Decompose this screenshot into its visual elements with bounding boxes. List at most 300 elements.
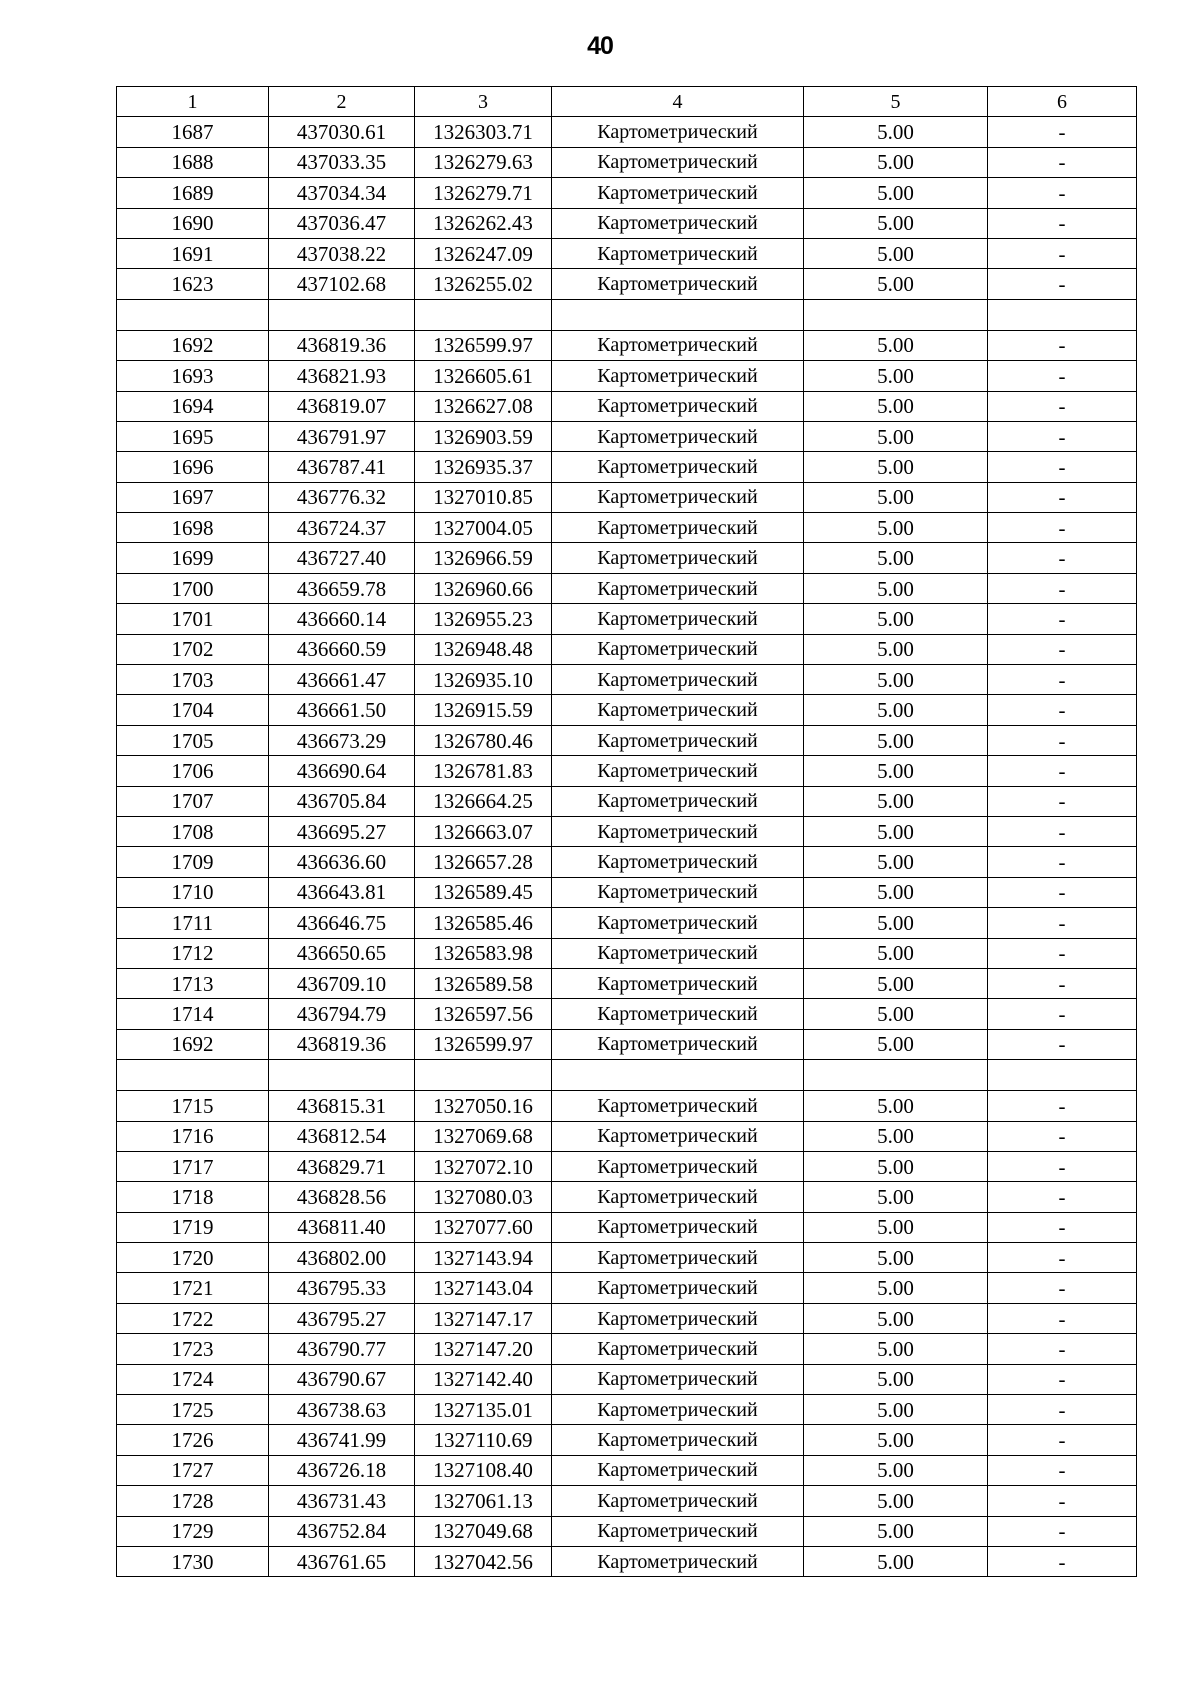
cell-x-coordinate: 436650.65: [269, 938, 415, 968]
cell-x-coordinate: 437030.61: [269, 117, 415, 147]
table-row: [117, 1334, 1137, 1364]
cell-y-coordinate: 1327147.17: [415, 1303, 552, 1333]
cell-description: -: [988, 695, 1137, 725]
cell-y-coordinate: 1327061.13: [415, 1486, 552, 1516]
cell-method: Картометрический: [552, 330, 804, 360]
cell-y-coordinate: 1327110.69: [415, 1425, 552, 1455]
cell-accuracy: 5.00: [804, 1425, 988, 1455]
cell-x-coordinate: 437038.22: [269, 238, 415, 268]
cell-point-number: 1719: [117, 1212, 269, 1242]
cell-description: -: [988, 178, 1137, 208]
cell-x-coordinate: 436636.60: [269, 847, 415, 877]
cell-point-number: 1691: [117, 238, 269, 268]
cell-method: [552, 299, 804, 330]
cell-y-coordinate: 1326255.02: [415, 269, 552, 299]
cell-point-number: [117, 1060, 269, 1091]
cell-x-coordinate: 436661.50: [269, 695, 415, 725]
cell-y-coordinate: 1326599.97: [415, 1029, 552, 1059]
cell-description: [988, 299, 1137, 330]
cell-accuracy: 5.00: [804, 1486, 988, 1516]
cell-method: Картометрический: [552, 1334, 804, 1364]
cell-y-coordinate: 1327143.04: [415, 1273, 552, 1303]
table-row: [117, 1546, 1137, 1576]
cell-y-coordinate: 1326935.10: [415, 665, 552, 695]
table-row: [117, 877, 1137, 907]
cell-description: -: [988, 877, 1137, 907]
cell-accuracy: 5.00: [804, 543, 988, 573]
cell-method: Картометрический: [552, 452, 804, 482]
table-row: [117, 816, 1137, 846]
cell-y-coordinate: 1327077.60: [415, 1212, 552, 1242]
cell-y-coordinate: 1326279.71: [415, 178, 552, 208]
cell-point-number: 1693: [117, 361, 269, 391]
cell-y-coordinate: 1327050.16: [415, 1091, 552, 1121]
cell-x-coordinate: 436695.27: [269, 816, 415, 846]
header-cell-point-number: 1: [117, 87, 269, 117]
cell-description: -: [988, 269, 1137, 299]
cell-point-number: 1722: [117, 1303, 269, 1333]
cell-x-coordinate: 436795.27: [269, 1303, 415, 1333]
table-row: [117, 391, 1137, 421]
cell-x-coordinate: 436829.71: [269, 1151, 415, 1181]
cell-y-coordinate: 1327080.03: [415, 1182, 552, 1212]
cell-accuracy: 5.00: [804, 482, 988, 512]
cell-method: Картометрический: [552, 513, 804, 543]
cell-y-coordinate: 1326657.28: [415, 847, 552, 877]
cell-description: -: [988, 1303, 1137, 1333]
cell-y-coordinate: 1326781.83: [415, 756, 552, 786]
cell-x-coordinate: 436761.65: [269, 1546, 415, 1576]
header-cell-description: 6: [988, 87, 1137, 117]
cell-accuracy: 5.00: [804, 816, 988, 846]
coordinates-table: [116, 86, 1137, 1577]
cell-method: Картометрический: [552, 1151, 804, 1181]
cell-point-number: 1701: [117, 604, 269, 634]
cell-x-coordinate: 436776.32: [269, 482, 415, 512]
cell-description: -: [988, 1273, 1137, 1303]
cell-x-coordinate: 436794.79: [269, 999, 415, 1029]
cell-point-number: 1702: [117, 634, 269, 664]
table-row: [117, 452, 1137, 482]
cell-accuracy: 5.00: [804, 1364, 988, 1394]
cell-point-number: 1707: [117, 786, 269, 816]
cell-method: Картометрический: [552, 1395, 804, 1425]
cell-x-coordinate: 436787.41: [269, 452, 415, 482]
cell-description: -: [988, 482, 1137, 512]
table-row: [117, 1243, 1137, 1273]
cell-accuracy: 5.00: [804, 178, 988, 208]
cell-description: -: [988, 1395, 1137, 1425]
table-row: [117, 1029, 1137, 1059]
cell-description: -: [988, 1334, 1137, 1364]
cell-point-number: 1704: [117, 695, 269, 725]
cell-accuracy: 5.00: [804, 695, 988, 725]
cell-method: Картометрический: [552, 725, 804, 755]
table-row: [117, 847, 1137, 877]
cell-accuracy: 5.00: [804, 513, 988, 543]
cell-x-coordinate: 436795.33: [269, 1273, 415, 1303]
cell-y-coordinate: 1327042.56: [415, 1546, 552, 1576]
cell-description: -: [988, 756, 1137, 786]
table-row: [117, 1425, 1137, 1455]
cell-description: -: [988, 816, 1137, 846]
table-row: [117, 665, 1137, 695]
cell-x-coordinate: 436661.47: [269, 665, 415, 695]
cell-method: Картометрический: [552, 665, 804, 695]
cell-x-coordinate: 436791.97: [269, 421, 415, 451]
cell-method: Картометрический: [552, 847, 804, 877]
table-row: [117, 269, 1137, 299]
cell-description: [988, 1060, 1137, 1091]
cell-point-number: 1716: [117, 1121, 269, 1151]
cell-y-coordinate: 1326597.56: [415, 999, 552, 1029]
table-row: [117, 1273, 1137, 1303]
cell-description: -: [988, 513, 1137, 543]
cell-description: -: [988, 1029, 1137, 1059]
cell-x-coordinate: 437033.35: [269, 147, 415, 177]
cell-method: Картометрический: [552, 1243, 804, 1273]
cell-description: -: [988, 147, 1137, 177]
cell-point-number: 1697: [117, 482, 269, 512]
table-row: [117, 1516, 1137, 1546]
cell-description: -: [988, 361, 1137, 391]
cell-y-coordinate: 1326960.66: [415, 573, 552, 603]
cell-point-number: 1694: [117, 391, 269, 421]
cell-y-coordinate: 1326955.23: [415, 604, 552, 634]
cell-y-coordinate: 1326935.37: [415, 452, 552, 482]
header-cell-accuracy: 5: [804, 87, 988, 117]
cell-description: -: [988, 452, 1137, 482]
cell-x-coordinate: 436752.84: [269, 1516, 415, 1546]
cell-point-number: 1711: [117, 908, 269, 938]
cell-accuracy: 5.00: [804, 1243, 988, 1273]
cell-description: -: [988, 938, 1137, 968]
header-cell-y-coordinate: 3: [415, 87, 552, 117]
cell-point-number: 1687: [117, 117, 269, 147]
cell-method: Картометрический: [552, 421, 804, 451]
cell-method: Картометрический: [552, 1273, 804, 1303]
table-row: [117, 513, 1137, 543]
cell-accuracy: 5.00: [804, 1303, 988, 1333]
cell-accuracy: 5.00: [804, 330, 988, 360]
cell-y-coordinate: 1327004.05: [415, 513, 552, 543]
table-row: [117, 908, 1137, 938]
cell-x-coordinate: 436646.75: [269, 908, 415, 938]
cell-x-coordinate: 436812.54: [269, 1121, 415, 1151]
cell-method: Картометрический: [552, 1182, 804, 1212]
cell-description: -: [988, 665, 1137, 695]
cell-accuracy: 5.00: [804, 573, 988, 603]
cell-x-coordinate: 436738.63: [269, 1395, 415, 1425]
cell-y-coordinate: 1327069.68: [415, 1121, 552, 1151]
cell-y-coordinate: 1327135.01: [415, 1395, 552, 1425]
cell-y-coordinate: 1327147.20: [415, 1334, 552, 1364]
table-row: [117, 573, 1137, 603]
cell-accuracy: 5.00: [804, 847, 988, 877]
cell-accuracy: 5.00: [804, 908, 988, 938]
cell-description: -: [988, 847, 1137, 877]
cell-method: Картометрический: [552, 938, 804, 968]
cell-point-number: [117, 299, 269, 330]
table-row: [117, 147, 1137, 177]
cell-x-coordinate: 436821.93: [269, 361, 415, 391]
header-cell-x-coordinate: 2: [269, 87, 415, 117]
header-cell-method: 4: [552, 87, 804, 117]
table-row: [117, 1212, 1137, 1242]
cell-accuracy: 5.00: [804, 999, 988, 1029]
cell-method: Картометрический: [552, 1364, 804, 1394]
cell-accuracy: 5.00: [804, 452, 988, 482]
cell-method: Картометрический: [552, 999, 804, 1029]
cell-description: -: [988, 330, 1137, 360]
cell-x-coordinate: 436790.67: [269, 1364, 415, 1394]
cell-accuracy: 5.00: [804, 756, 988, 786]
cell-x-coordinate: 437036.47: [269, 208, 415, 238]
cell-point-number: 1714: [117, 999, 269, 1029]
cell-accuracy: 5.00: [804, 147, 988, 177]
table-row: [117, 1151, 1137, 1181]
cell-accuracy: 5.00: [804, 421, 988, 451]
cell-point-number: 1706: [117, 756, 269, 786]
cell-accuracy: 5.00: [804, 1151, 988, 1181]
cell-y-coordinate: 1326303.71: [415, 117, 552, 147]
table-row: [117, 330, 1137, 360]
cell-y-coordinate: [415, 1060, 552, 1091]
cell-x-coordinate: 436660.14: [269, 604, 415, 634]
cell-point-number: 1709: [117, 847, 269, 877]
cell-method: Картометрический: [552, 573, 804, 603]
cell-point-number: 1692: [117, 330, 269, 360]
cell-x-coordinate: 436724.37: [269, 513, 415, 543]
cell-accuracy: 5.00: [804, 391, 988, 421]
cell-method: Картометрический: [552, 117, 804, 147]
cell-method: Картометрический: [552, 1121, 804, 1151]
table-row: [117, 1121, 1137, 1151]
cell-method: Картометрический: [552, 1455, 804, 1485]
cell-point-number: 1695: [117, 421, 269, 451]
cell-y-coordinate: 1326583.98: [415, 938, 552, 968]
cell-y-coordinate: 1326279.63: [415, 147, 552, 177]
cell-method: Картометрический: [552, 1212, 804, 1242]
cell-accuracy: [804, 1060, 988, 1091]
cell-y-coordinate: 1326966.59: [415, 543, 552, 573]
cell-y-coordinate: 1326664.25: [415, 786, 552, 816]
cell-accuracy: 5.00: [804, 1091, 988, 1121]
cell-accuracy: 5.00: [804, 1546, 988, 1576]
table-row: [117, 756, 1137, 786]
cell-y-coordinate: 1327142.40: [415, 1364, 552, 1394]
cell-point-number: 1698: [117, 513, 269, 543]
cell-point-number: 1718: [117, 1182, 269, 1212]
cell-description: -: [988, 1364, 1137, 1394]
cell-y-coordinate: [415, 299, 552, 330]
table-row: [117, 634, 1137, 664]
cell-point-number: 1730: [117, 1546, 269, 1576]
table-row: [117, 482, 1137, 512]
cell-point-number: 1708: [117, 816, 269, 846]
cell-point-number: 1715: [117, 1091, 269, 1121]
cell-point-number: 1712: [117, 938, 269, 968]
table-row: [117, 1182, 1137, 1212]
cell-accuracy: 5.00: [804, 1395, 988, 1425]
cell-x-coordinate: 436802.00: [269, 1243, 415, 1273]
cell-y-coordinate: 1326627.08: [415, 391, 552, 421]
cell-method: Картометрический: [552, 1029, 804, 1059]
cell-method: Картометрический: [552, 1486, 804, 1516]
cell-y-coordinate: 1326663.07: [415, 816, 552, 846]
cell-x-coordinate: 436811.40: [269, 1212, 415, 1242]
cell-description: -: [988, 604, 1137, 634]
cell-x-coordinate: 436731.43: [269, 1486, 415, 1516]
table-header-row: [117, 87, 1137, 117]
cell-description: -: [988, 1212, 1137, 1242]
cell-method: Картометрический: [552, 1546, 804, 1576]
table-row: [117, 1364, 1137, 1394]
cell-accuracy: 5.00: [804, 634, 988, 664]
cell-accuracy: [804, 299, 988, 330]
cell-y-coordinate: 1326780.46: [415, 725, 552, 755]
page-number: 40: [587, 32, 613, 60]
cell-y-coordinate: 1326262.43: [415, 208, 552, 238]
cell-method: [552, 1060, 804, 1091]
cell-accuracy: 5.00: [804, 786, 988, 816]
cell-point-number: 1726: [117, 1425, 269, 1455]
cell-description: -: [988, 1091, 1137, 1121]
table-row: [117, 786, 1137, 816]
cell-y-coordinate: 1326948.48: [415, 634, 552, 664]
cell-description: -: [988, 1121, 1137, 1151]
cell-x-coordinate: 436726.18: [269, 1455, 415, 1485]
cell-point-number: 1724: [117, 1364, 269, 1394]
cell-y-coordinate: 1326247.09: [415, 238, 552, 268]
cell-point-number: 1729: [117, 1516, 269, 1546]
cell-method: Картометрический: [552, 1425, 804, 1455]
cell-x-coordinate: 436643.81: [269, 877, 415, 907]
cell-point-number: 1623: [117, 269, 269, 299]
cell-point-number: 1690: [117, 208, 269, 238]
cell-point-number: 1727: [117, 1455, 269, 1485]
cell-accuracy: 5.00: [804, 1516, 988, 1546]
cell-method: Картометрический: [552, 604, 804, 634]
table-separator-row: [117, 1060, 1137, 1091]
cell-description: -: [988, 573, 1137, 603]
table-row: [117, 361, 1137, 391]
cell-description: -: [988, 786, 1137, 816]
cell-x-coordinate: 436741.99: [269, 1425, 415, 1455]
cell-description: -: [988, 1425, 1137, 1455]
cell-accuracy: 5.00: [804, 665, 988, 695]
table-body: [117, 87, 1137, 1577]
table-separator-row: [117, 299, 1137, 330]
cell-point-number: 1720: [117, 1243, 269, 1273]
cell-method: Картометрический: [552, 786, 804, 816]
cell-accuracy: 5.00: [804, 877, 988, 907]
cell-x-coordinate: 436819.07: [269, 391, 415, 421]
table-row: [117, 543, 1137, 573]
cell-y-coordinate: 1327108.40: [415, 1455, 552, 1485]
cell-description: -: [988, 908, 1137, 938]
table-row: [117, 1455, 1137, 1485]
cell-accuracy: 5.00: [804, 269, 988, 299]
cell-accuracy: 5.00: [804, 604, 988, 634]
cell-description: -: [988, 543, 1137, 573]
cell-description: -: [988, 1516, 1137, 1546]
cell-description: -: [988, 725, 1137, 755]
cell-point-number: 1728: [117, 1486, 269, 1516]
cell-x-coordinate: 436790.77: [269, 1334, 415, 1364]
cell-x-coordinate: 436709.10: [269, 968, 415, 998]
cell-description: -: [988, 1182, 1137, 1212]
cell-method: Картометрический: [552, 1303, 804, 1333]
cell-point-number: 1696: [117, 452, 269, 482]
cell-description: -: [988, 421, 1137, 451]
cell-x-coordinate: 436727.40: [269, 543, 415, 573]
cell-x-coordinate: 436819.36: [269, 1029, 415, 1059]
cell-x-coordinate: 437102.68: [269, 269, 415, 299]
cell-method: Картометрический: [552, 816, 804, 846]
cell-method: Картометрический: [552, 208, 804, 238]
cell-method: Картометрический: [552, 908, 804, 938]
cell-description: -: [988, 634, 1137, 664]
cell-description: -: [988, 999, 1137, 1029]
cell-description: -: [988, 208, 1137, 238]
cell-description: -: [988, 1546, 1137, 1576]
cell-accuracy: 5.00: [804, 725, 988, 755]
cell-x-coordinate: 436819.36: [269, 330, 415, 360]
cell-method: Картометрический: [552, 361, 804, 391]
table-row: [117, 1091, 1137, 1121]
table-row: [117, 938, 1137, 968]
cell-description: -: [988, 391, 1137, 421]
cell-point-number: 1705: [117, 725, 269, 755]
cell-accuracy: 5.00: [804, 968, 988, 998]
cell-x-coordinate: 436690.64: [269, 756, 415, 786]
cell-x-coordinate: 436660.59: [269, 634, 415, 664]
cell-method: Картометрический: [552, 968, 804, 998]
table-row: [117, 968, 1137, 998]
cell-method: Картометрический: [552, 238, 804, 268]
cell-point-number: 1721: [117, 1273, 269, 1303]
cell-point-number: 1725: [117, 1395, 269, 1425]
table-row: [117, 604, 1137, 634]
table-row: [117, 178, 1137, 208]
table-row: [117, 208, 1137, 238]
cell-y-coordinate: 1326589.58: [415, 968, 552, 998]
cell-method: Картометрический: [552, 391, 804, 421]
table-row: [117, 695, 1137, 725]
cell-point-number: 1717: [117, 1151, 269, 1181]
cell-x-coordinate: 436705.84: [269, 786, 415, 816]
cell-y-coordinate: 1327072.10: [415, 1151, 552, 1181]
cell-method: Картометрический: [552, 756, 804, 786]
cell-y-coordinate: 1326915.59: [415, 695, 552, 725]
cell-point-number: 1713: [117, 968, 269, 998]
cell-x-coordinate: [269, 1060, 415, 1091]
cell-y-coordinate: 1326589.45: [415, 877, 552, 907]
cell-method: Картометрический: [552, 482, 804, 512]
table-row: [117, 725, 1137, 755]
cell-description: -: [988, 117, 1137, 147]
cell-accuracy: 5.00: [804, 208, 988, 238]
cell-method: Картометрический: [552, 269, 804, 299]
cell-method: Картометрический: [552, 543, 804, 573]
cell-method: Картометрический: [552, 1091, 804, 1121]
cell-description: -: [988, 968, 1137, 998]
cell-accuracy: 5.00: [804, 1029, 988, 1059]
cell-x-coordinate: 437034.34: [269, 178, 415, 208]
table-row: [117, 1486, 1137, 1516]
cell-accuracy: 5.00: [804, 938, 988, 968]
